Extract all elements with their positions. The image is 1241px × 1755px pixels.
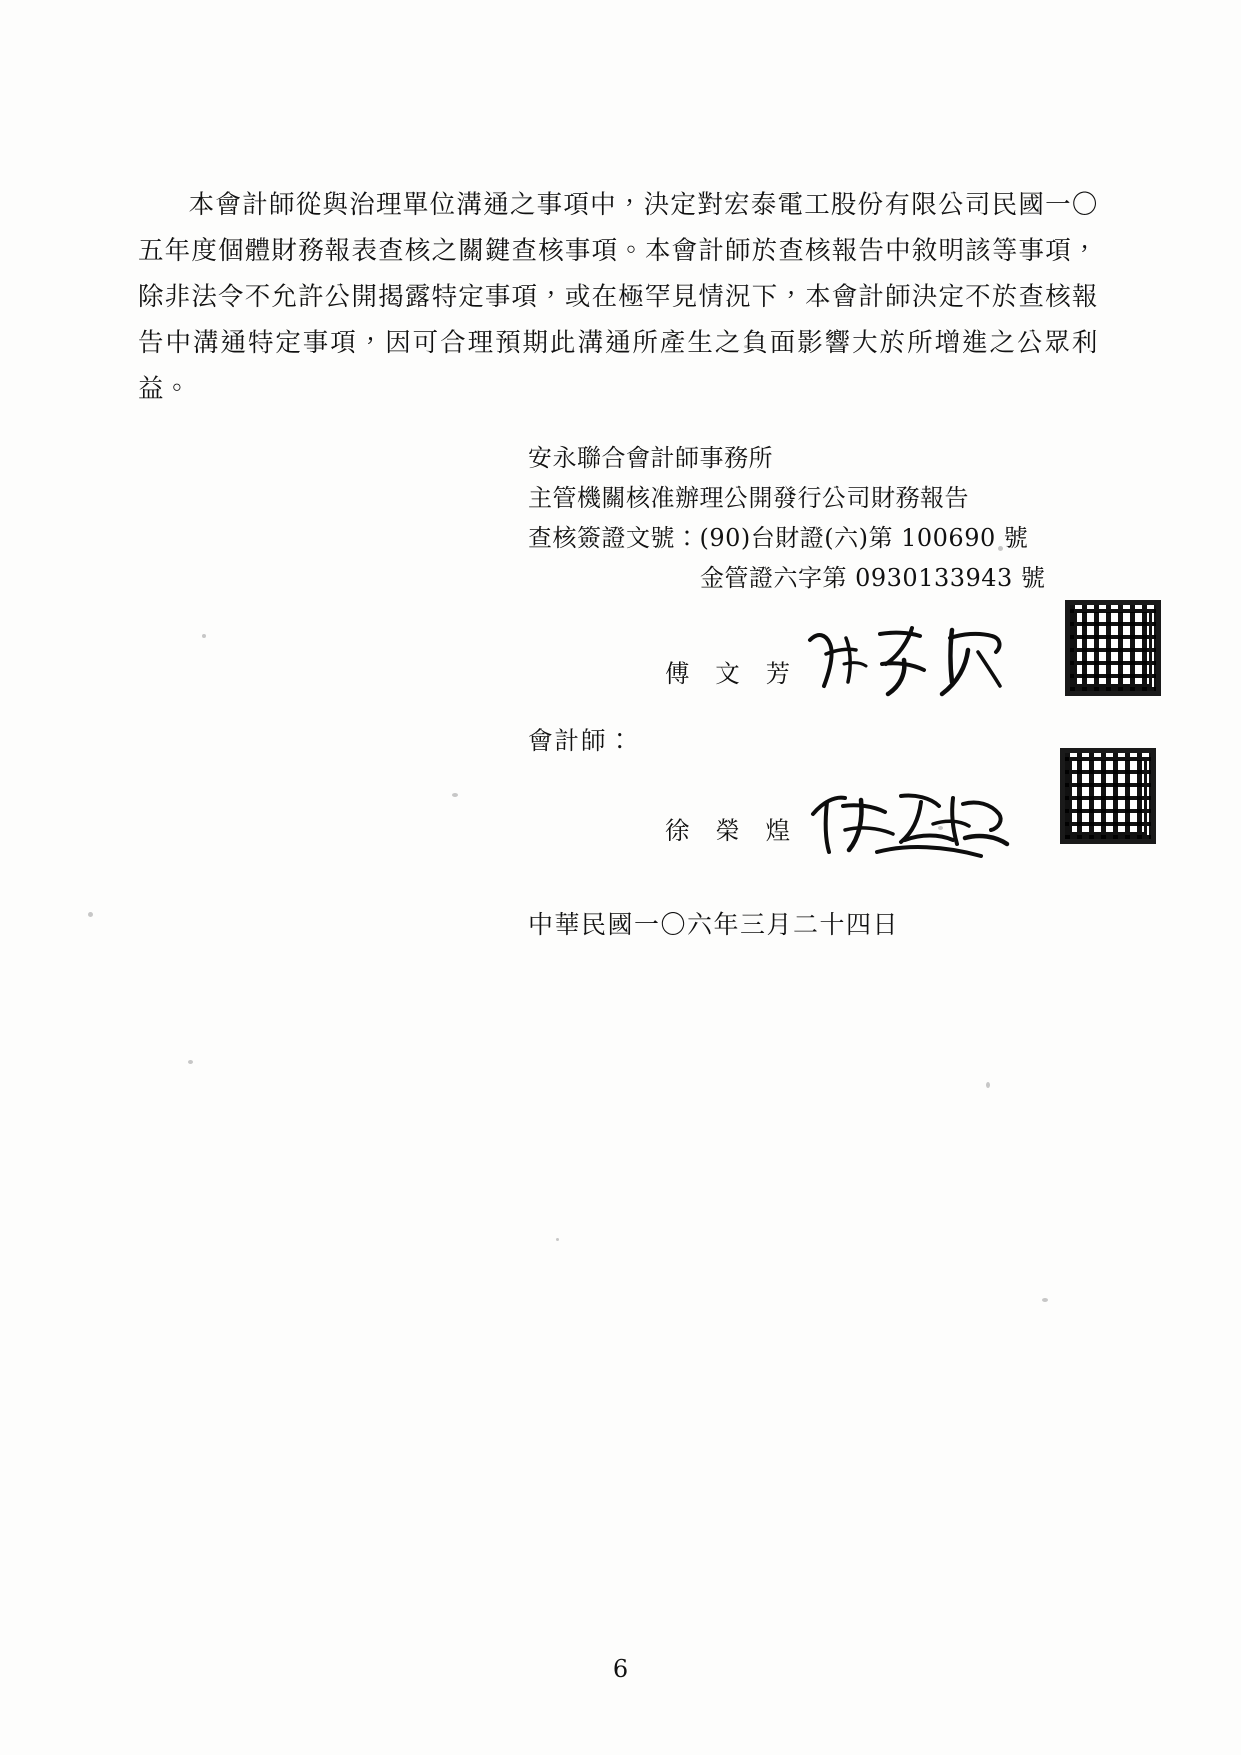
firm-authority-line: 主管機關核准辦理公開發行公司財務報告 — [528, 484, 969, 512]
scan-speck — [452, 793, 458, 797]
scan-speck — [202, 634, 206, 638]
handwritten-signature-hsu-jung-huang — [805, 780, 1015, 870]
body-paragraph — [138, 182, 1098, 412]
scan-speck — [986, 1082, 990, 1088]
scan-speck — [938, 826, 943, 830]
handwritten-signature-fu-wen-fang — [800, 620, 1020, 710]
firm-name: 安永聯合會計師事務所 — [528, 444, 773, 472]
accountant-name-1: 傅 文 芳 — [665, 659, 800, 688]
seal-stamp-hsu-jung-huang — [1060, 748, 1156, 844]
firm-approval-line-2: 金管證六字第 0930133943 號 — [700, 564, 1046, 592]
document-date: 中華民國一〇六年三月二十四日 — [528, 910, 900, 939]
scan-speck — [88, 912, 93, 917]
accountant-name-2: 徐 榮 煌 — [665, 816, 800, 845]
firm-block — [528, 438, 1045, 598]
cpa-label: 會計師： — [528, 726, 634, 755]
page-number: 6 — [612, 1655, 629, 1683]
firm-approval-line-1: 查核簽證文號：(90)台財證(六)第 100690 號 — [528, 524, 1029, 552]
scan-speck — [188, 1060, 193, 1064]
seal-stamp-fu-wen-fang — [1065, 600, 1161, 696]
paragraph-text: 本會計師從與治理單位溝通之事項中，決定對宏泰電工股份有限公司民國一〇五年度個體財務報表查核之關鍵查核事項。本會計師於查核報告中敘明該等事項，除非法令不允許公開揭露特定事項，或在極罕見情況下，本會計師決定不於查核報告中溝通特定事項，因可合理預期此溝通所產生之負面影響大於所增進之公眾利益。 — [138, 190, 1098, 404]
scan-speck — [556, 1238, 559, 1241]
scan-speck — [1042, 1298, 1048, 1302]
